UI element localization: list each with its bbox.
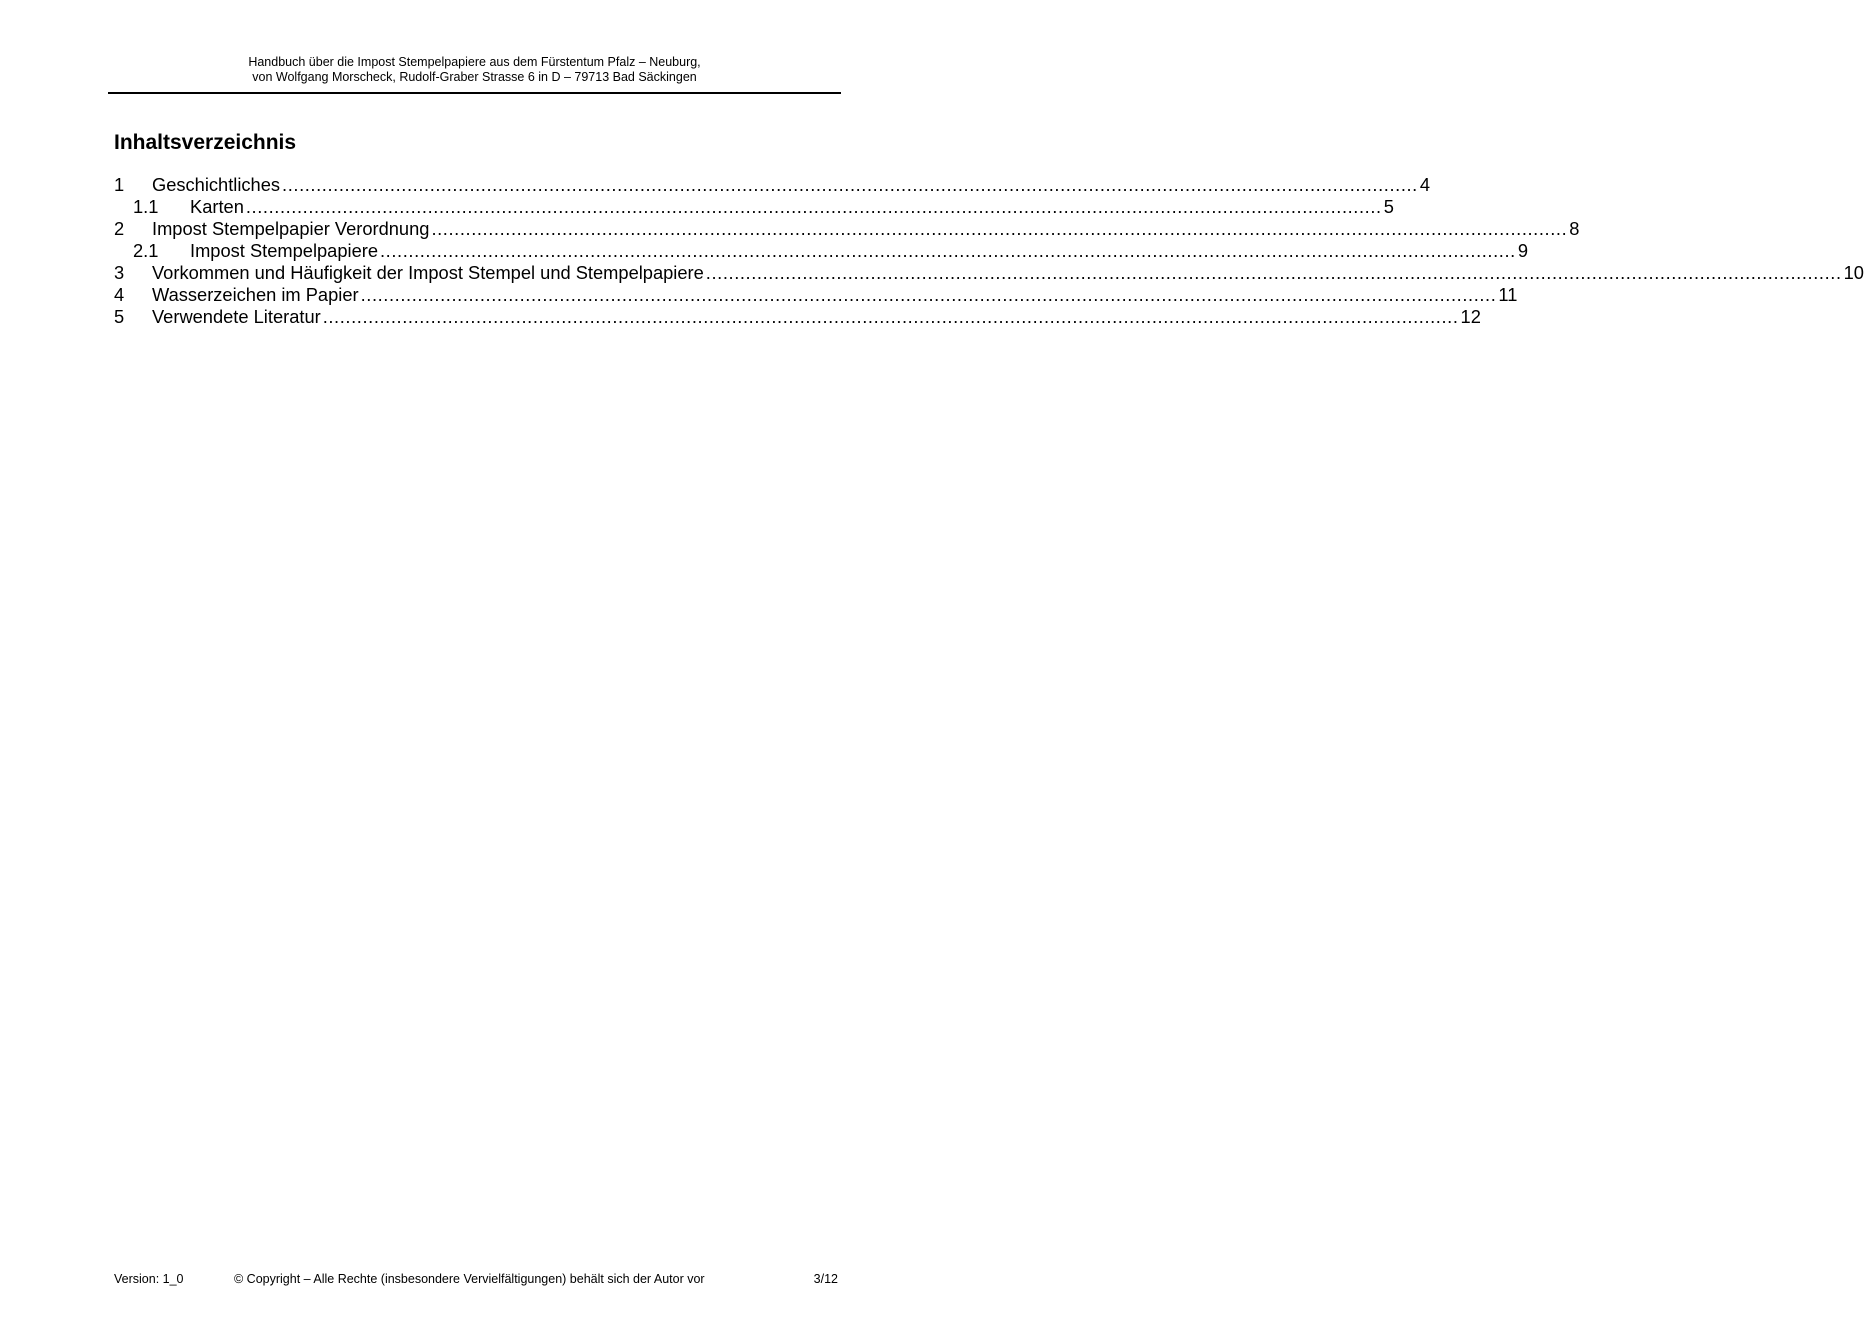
footer-copyright: © Copyright – Alle Rechte (insbesondere Vervielfältigungen) behält sich der Autor vor	[234, 1272, 705, 1286]
toc-entry-page: 11	[1498, 284, 1518, 305]
toc-entry[interactable]	[114, 174, 1431, 196]
table-of-contents	[114, 174, 1864, 328]
toc-entry-number: 2.1	[133, 240, 159, 261]
toc-dot-leader: ........................................................................................................................................................................................................	[360, 284, 1497, 305]
toc-dot-leader: ........................................................................................................................................................................................................	[431, 218, 1568, 239]
toc-entry-number: 2	[114, 218, 125, 239]
page-header	[108, 55, 841, 85]
page-footer	[114, 1271, 838, 1287]
toc-entry[interactable]	[114, 240, 1528, 262]
toc-entry-number: 3	[114, 262, 125, 283]
toc-entry[interactable]	[114, 306, 1481, 328]
toc-dot-leader: ........................................................................................................................................................................................................	[380, 240, 1516, 261]
toc-entry[interactable]	[114, 262, 1864, 284]
header-line-author: von Wolfgang Morscheck, Rudolf-Graber Strasse 6 in D – 79713 Bad Säckingen	[252, 70, 697, 84]
toc-entry-title: Impost Stempelpapier Verordnung	[152, 218, 430, 239]
toc-entry[interactable]	[114, 218, 1580, 240]
toc-entry-title: Geschichtliches	[152, 174, 281, 195]
toc-entry-page: 10	[1843, 262, 1864, 283]
toc-entry[interactable]	[114, 284, 1518, 306]
toc-entry-page: 5	[1383, 196, 1394, 217]
header-line-title: Handbuch über die Impost Stempelpapiere aus dem Fürstentum Pfalz – Neuburg,	[248, 55, 701, 69]
toc-entry-title: Wasserzeichen im Papier	[152, 284, 359, 305]
toc-entry-page: 12	[1460, 306, 1481, 327]
toc-entry-number: 4	[114, 284, 125, 305]
toc-entry-title: Vorkommen und Häufigkeit der Impost Stempel und Stempelpapiere	[152, 262, 704, 283]
toc-entry-number: 1.1	[133, 196, 159, 217]
toc-entry[interactable]	[114, 196, 1394, 218]
toc-entry-page: 9	[1517, 240, 1528, 261]
footer-page-number: 3/12	[813, 1272, 838, 1286]
toc-dot-leader: ........................................................................................................................................................................................................	[322, 306, 1459, 327]
toc-dot-leader: ........................................................................................................................................................................................................	[245, 196, 1382, 217]
toc-entry-title: Impost Stempelpapiere	[190, 240, 378, 261]
toc-dot-leader: ........................................................................................................................................................................................................	[705, 262, 1842, 283]
toc-entry-number: 5	[114, 306, 125, 327]
toc-title: Inhaltsverzeichnis	[114, 131, 297, 154]
toc-dot-leader: ........................................................................................................................................................................................................	[282, 174, 1418, 195]
toc-entry-number: 1	[114, 174, 125, 195]
toc-entry-page: 8	[1569, 218, 1580, 239]
toc-entry-title: Verwendete Literatur	[152, 306, 321, 327]
footer-version: Version: 1_0	[114, 1272, 184, 1286]
toc-entry-page: 4	[1419, 174, 1431, 195]
toc-entry-title: Karten	[190, 196, 244, 217]
header-divider	[108, 92, 841, 94]
